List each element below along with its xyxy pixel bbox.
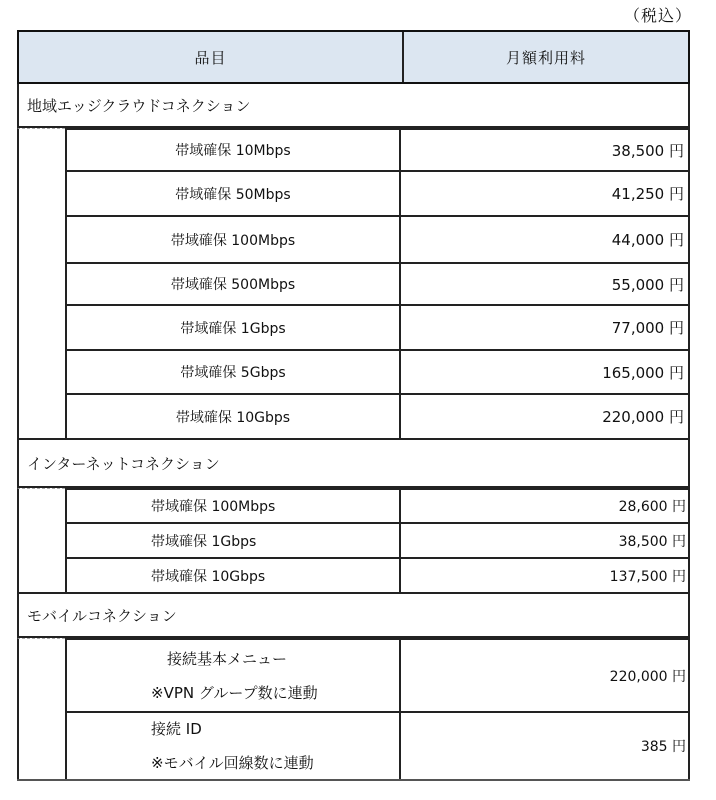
header-item: 品目 [19,32,404,82]
group-header-internet [17,440,690,488]
header-monthly-fee: 月額利用料 [505,48,586,67]
table-bottom-border [17,779,690,781]
table-row [65,559,690,594]
group-label: モバイルコネクション [27,606,177,625]
group-label: 地域エッジクラウドコネクション [27,96,251,115]
item-price: 55,000 円 [611,275,684,294]
item-name-line1: 接続 ID [151,720,202,738]
item-name: 帯域確保 10Gbps [67,559,401,592]
table-row [65,713,690,781]
table-row [65,638,690,713]
item-price: 220,000 円 [609,668,686,685]
item-name [67,640,401,711]
group-label: インターネットコネクション [27,454,220,473]
group-indent [17,638,65,781]
table-header [17,30,690,84]
group-header-edge-cloud [17,84,690,128]
item-price: 385 円 [640,739,686,755]
item-price: 220,000 円 [602,408,684,426]
table-row [65,264,690,306]
item-name [67,713,401,779]
item-price: 44,000 円 [611,231,684,249]
group-indent [17,488,65,594]
item-name: 帯域確保 5Gbps [67,351,401,393]
item-price: 77,000 円 [611,319,684,337]
item-name-line1: 接続基本メニュー [167,649,288,668]
item-name-note: ※モバイル回線数に連動 [151,754,314,772]
table-row [65,172,690,217]
item-price: 38,500 円 [618,533,686,550]
table-row [65,524,690,559]
item-price: 28,600 円 [618,499,686,515]
item-name: 帯域確保 10Mbps [67,130,401,170]
item-name: 帯域確保 1Gbps [67,306,401,349]
item-name: 帯域確保 100Mbps [67,490,401,522]
group-header-mobile [17,594,690,638]
item-price: 38,500 円 [611,141,684,160]
table-row [65,488,690,524]
item-name: 帯域確保 50Mbps [67,172,401,215]
item-price: 41,250 円 [611,185,684,203]
item-name: 帯域確保 100Mbps [67,217,401,262]
table-row [65,351,690,395]
item-price: 137,500 円 [609,568,686,585]
item-name-note: ※VPN グループ数に連動 [151,683,318,702]
item-name: 帯域確保 10Gbps [67,395,401,438]
group-indent [17,128,65,440]
item-name: 帯域確保 500Mbps [67,264,401,304]
item-name: 帯域確保 1Gbps [67,524,401,557]
table-row [65,395,690,440]
table-row [65,128,690,172]
table-row [65,217,690,264]
tax-included-note: （税込） [623,6,692,25]
table-row [65,306,690,351]
item-price: 165,000 円 [602,363,684,382]
